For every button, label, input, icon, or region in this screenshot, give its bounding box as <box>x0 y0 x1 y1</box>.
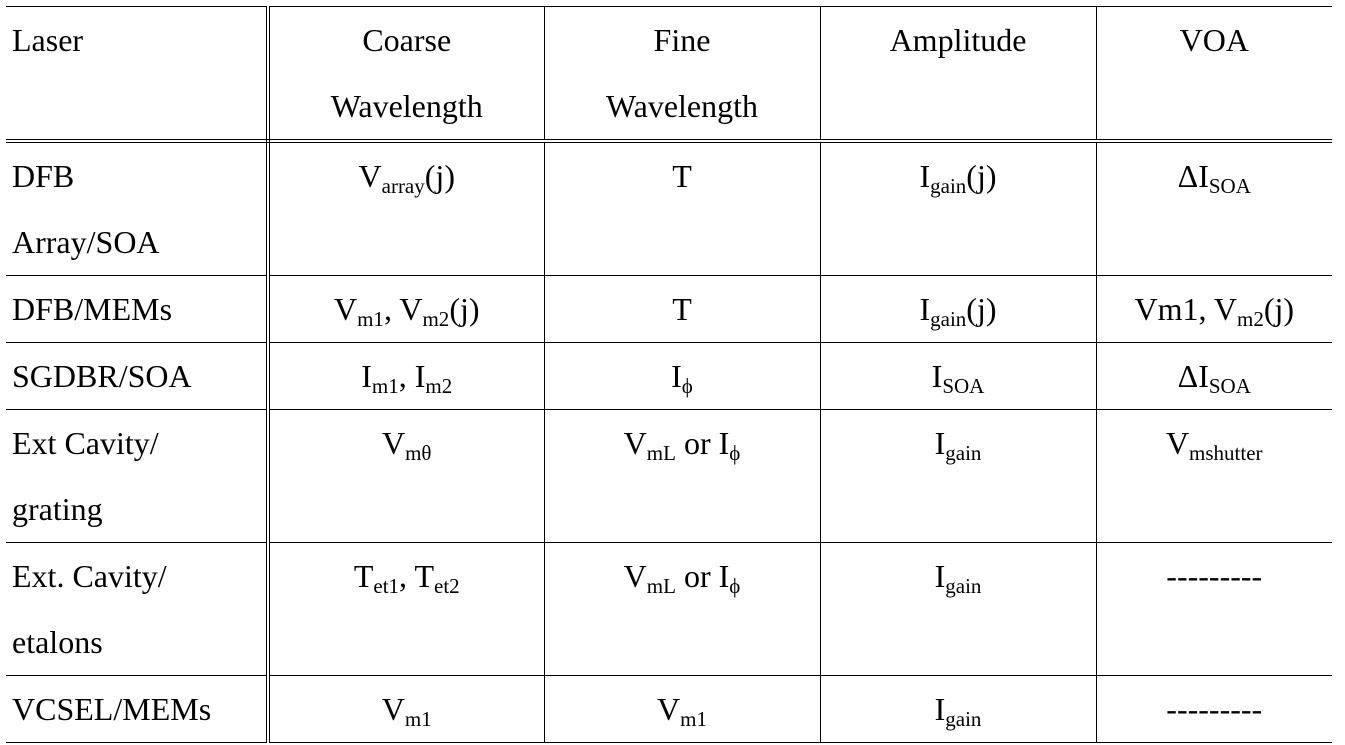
control-parameter-cell <box>268 141 544 276</box>
parameter-subscript: m2 <box>422 307 450 331</box>
parameter-symbol: V <box>333 291 358 327</box>
parameter-subscript: m1 <box>680 707 707 731</box>
parameter-symbol: (j) <box>966 291 997 327</box>
parameter-symbol: T <box>672 158 692 194</box>
control-parameter-cell <box>1096 276 1332 343</box>
parameter-symbol: I <box>361 358 372 394</box>
column-header <box>1096 7 1332 142</box>
control-parameter-cell <box>820 276 1096 343</box>
control-parameter-cell <box>820 676 1096 743</box>
parameter-symbol: , V <box>383 291 423 327</box>
laser-type-text: DFB/MEMs <box>12 291 173 327</box>
parameter-subscript: gain <box>930 174 967 198</box>
parameter-symbol: I <box>919 291 931 327</box>
laser-type-text: grating <box>12 491 103 527</box>
parameter-symbol: (j) <box>1263 291 1295 327</box>
parameter-subscript: m2 <box>1236 307 1264 331</box>
laser-type-cell <box>6 543 268 676</box>
parameter-symbol: I <box>671 358 682 394</box>
parameter-symbol: (j) <box>424 158 455 194</box>
header-row <box>6 7 1332 142</box>
parameter-symbol: V <box>358 158 382 194</box>
parameter-symbol: T <box>353 558 374 594</box>
parameter-symbol: Vm1, V <box>1134 291 1237 327</box>
column-header-text: Laser <box>12 22 84 58</box>
laser-control-table <box>6 6 1332 743</box>
parameter-symbol: V <box>1165 425 1190 461</box>
control-parameter-cell <box>268 543 544 676</box>
control-parameter-cell <box>544 343 820 410</box>
parameter-subscript: et2 <box>434 574 460 598</box>
column-header-text: Wavelength <box>605 88 759 124</box>
laser-type-text: etalons <box>12 624 103 660</box>
table-row <box>6 676 1332 743</box>
column-header-text: Coarse <box>362 22 452 58</box>
parameter-symbol: I <box>919 158 931 194</box>
parameter-subscript: SOA <box>1208 374 1251 398</box>
parameter-subscript: mshutter <box>1189 441 1263 465</box>
column-header-text: VOA <box>1179 22 1249 58</box>
control-parameter-cell <box>268 343 544 410</box>
control-parameter-cell <box>544 410 820 543</box>
control-parameter-cell <box>1096 343 1332 410</box>
control-parameter-cell <box>1096 543 1332 676</box>
control-parameter-cell <box>820 543 1096 676</box>
parameter-symbol: V <box>623 425 647 461</box>
laser-type-cell <box>6 141 268 276</box>
parameter-symbol: , I <box>398 358 426 394</box>
parameter-symbol: (j) <box>966 158 997 194</box>
control-parameter-cell <box>268 676 544 743</box>
column-header <box>544 7 820 142</box>
control-parameter-cell <box>544 543 820 676</box>
parameter-subscript: m1 <box>404 707 432 731</box>
control-parameter-cell <box>544 276 820 343</box>
parameter-subscript: m2 <box>425 374 453 398</box>
parameter-symbol: ΔI <box>1177 358 1209 394</box>
parameter-subscript: gain <box>945 574 982 598</box>
control-parameter-cell <box>820 141 1096 276</box>
parameter-symbol: I <box>934 691 946 727</box>
laser-type-cell <box>6 276 268 343</box>
parameter-subscript: mL <box>646 441 676 465</box>
parameter-subscript: gain <box>945 707 982 731</box>
parameter-subscript: mθ <box>405 441 432 465</box>
laser-type-text: DFB <box>12 158 75 194</box>
parameter-subscript: ϕ <box>729 574 741 598</box>
control-parameter-cell <box>544 141 820 276</box>
laser-control-table-container <box>6 6 1332 743</box>
parameter-symbol: I <box>931 358 943 394</box>
parameter-symbol: ΔI <box>1177 158 1209 194</box>
control-parameter-cell <box>268 276 544 343</box>
parameter-subscript: m1 <box>371 374 399 398</box>
parameter-subscript: mL <box>646 574 676 598</box>
parameter-subscript: array <box>381 174 425 198</box>
laser-type-cell <box>6 676 268 743</box>
parameter-symbol: or I <box>675 425 730 461</box>
parameter-symbol: T <box>672 291 692 327</box>
column-header <box>6 7 268 142</box>
parameter-symbol: I <box>934 425 946 461</box>
column-header <box>268 7 544 142</box>
laser-type-cell <box>6 343 268 410</box>
laser-type-cell <box>6 410 268 543</box>
column-header <box>820 7 1096 142</box>
parameter-symbol: I <box>934 558 946 594</box>
parameter-subscript: m1 <box>357 307 384 331</box>
laser-type-text: Array/SOA <box>12 224 160 260</box>
parameter-subscript: gain <box>945 441 982 465</box>
control-parameter-cell <box>268 410 544 543</box>
parameter-subscript: SOA <box>942 374 985 398</box>
parameter-symbol: --------- <box>1166 691 1263 727</box>
parameter-symbol: V <box>381 425 406 461</box>
control-parameter-cell <box>1096 410 1332 543</box>
parameter-subscript: ϕ <box>729 441 741 465</box>
laser-type-text: VCSEL/MEMs <box>12 691 212 727</box>
control-parameter-cell <box>544 676 820 743</box>
control-parameter-cell <box>1096 141 1332 276</box>
table-row <box>6 543 1332 676</box>
laser-type-text: Ext. Cavity/ <box>12 558 167 594</box>
parameter-subscript: SOA <box>1208 174 1251 198</box>
parameter-subscript: gain <box>930 307 967 331</box>
laser-type-text: SGDBR/SOA <box>12 358 192 394</box>
parameter-subscript: et1 <box>373 574 400 598</box>
laser-type-text: Ext Cavity/ <box>12 425 159 461</box>
table-row <box>6 276 1332 343</box>
column-header-text: Wavelength <box>330 88 483 124</box>
parameter-symbol: --------- <box>1166 558 1263 594</box>
column-header-text: Amplitude <box>889 22 1027 58</box>
control-parameter-cell <box>820 343 1096 410</box>
parameter-symbol: V <box>657 691 681 727</box>
table-header <box>6 7 1332 142</box>
parameter-symbol: V <box>381 691 405 727</box>
column-header-text: Fine <box>653 22 711 58</box>
table-row <box>6 410 1332 543</box>
table-row <box>6 141 1332 276</box>
parameter-symbol: V <box>623 558 647 594</box>
control-parameter-cell <box>1096 676 1332 743</box>
table-row <box>6 343 1332 410</box>
table-body <box>6 141 1332 743</box>
parameter-symbol: , T <box>399 558 434 594</box>
parameter-symbol: or I <box>675 558 730 594</box>
parameter-symbol: (j) <box>449 291 480 327</box>
parameter-subscript: ϕ <box>681 374 693 398</box>
control-parameter-cell <box>820 410 1096 543</box>
